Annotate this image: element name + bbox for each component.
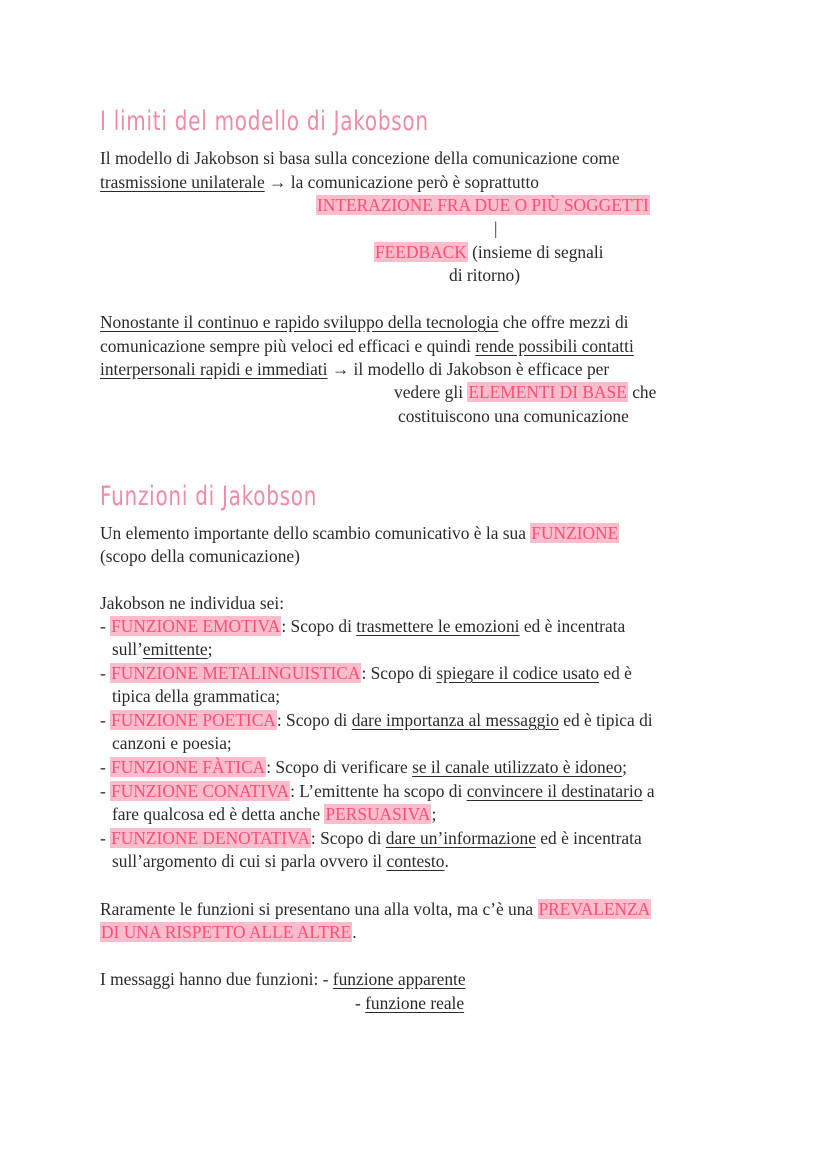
underlined-phrase: funzione reale [365, 993, 465, 1013]
list-item: - FUNZIONE METALINGUISTICA: Scopo di spiegare il codice usato ed è [100, 663, 632, 683]
highlight: FUNZIONE POETICA [111, 710, 276, 730]
list-item: - FUNZIONE CONATIVA: L’emittente ha scopo di convincere il destinatario a [100, 781, 655, 801]
text-line: costituiscono una comunicazione [398, 406, 629, 426]
underlined-phrase: trasmissione unilaterale [100, 172, 265, 192]
underlined-phrase: convincere il destinatario [466, 781, 643, 801]
underlined-phrase: emittente [142, 639, 208, 659]
list-item-continuation: tipica della grammatica; [112, 686, 281, 706]
text-line: I messaggi hanno due funzioni: - funzione apparente [100, 969, 466, 989]
highlight: FUNZIONE FÀTICA [111, 757, 266, 777]
text-line: (scopo della comunicazione) [100, 546, 300, 566]
underlined-phrase: interpersonali rapidi e immediati [100, 359, 328, 379]
text-line: di ritorno) [449, 265, 520, 285]
list-item: - FUNZIONE DENOTATIVA: Scopo di dare un’informazione ed è incentrata [100, 828, 642, 848]
text-line: comunicazione sempre più veloci ed efficaci e quindi rende possibili contatti [100, 336, 634, 356]
highlight: PREVALENZA [538, 899, 651, 919]
highlight: FUNZIONE CONATIVA [111, 781, 290, 801]
text-line: interpersonali rapidi e immediati → il modello di Jakobson è efficace per [100, 359, 610, 379]
highlight: PERSUASIVA [325, 804, 431, 824]
highlight: FUNZIONE METALINGUISTICA [111, 663, 361, 683]
text-line: - funzione reale [355, 993, 465, 1013]
underlined-phrase: trasmettere le emozioni [356, 616, 520, 636]
connector-bar: | [494, 218, 498, 238]
list-item: - FUNZIONE FÀTICA: Scopo di verificare se il canale utilizzato è idoneo; [100, 757, 627, 777]
list-item-continuation: sull’emittente; [112, 639, 213, 659]
underlined-phrase: spiegare il codice usato [436, 663, 600, 683]
text-line: Il modello di Jakobson si basa sulla concezione della comunicazione come [100, 148, 620, 168]
underlined-phrase: contesto [386, 851, 445, 871]
underlined-phrase: Nonostante il continuo e rapido sviluppo della tecnologia [100, 312, 499, 332]
section-title-limits: I limiti del modello di Jakobson [100, 106, 429, 137]
text-line: Raramente le funzioni si presentano una alla volta, ma c’è una PREVALENZA [100, 899, 651, 919]
underlined-phrase: funzione apparente [332, 969, 466, 989]
highlight: INTERAZIONE FRA DUE O PIÙ SOGGETTI [317, 195, 649, 215]
text-line: DI UNA RISPETTO ALLE ALTRE. [101, 922, 357, 942]
list-item-continuation: canzoni e poesia; [112, 733, 232, 753]
underlined-phrase: dare un’informazione [385, 828, 536, 848]
list-item: - FUNZIONE EMOTIVA: Scopo di trasmettere le emozioni ed è incentrata [100, 616, 626, 636]
highlight: DI UNA RISPETTO ALLE ALTRE [101, 922, 352, 942]
highlight: FUNZIONE EMOTIVA [111, 616, 281, 636]
underlined-phrase: dare importanza al messaggio [351, 710, 559, 730]
text-line: Nonostante il continuo e rapido sviluppo della tecnologia che offre mezzi di [100, 312, 629, 332]
text-line: vedere gli ELEMENTI DI BASE che [394, 382, 657, 402]
underlined-phrase: se il canale utilizzato è idoneo [412, 757, 623, 777]
text-line: Un elemento importante dello scambio comunicativo è la sua FUNZIONE [100, 523, 619, 543]
highlight: FUNZIONE [531, 523, 619, 543]
underlined-phrase: rende possibili contatti [475, 336, 634, 356]
section-title-functions: Funzioni di Jakobson [100, 481, 318, 512]
list-item-continuation: fare qualcosa ed è detta anche PERSUASIVA; [112, 804, 437, 824]
highlight: FEEDBACK [375, 242, 467, 262]
text-line: FEEDBACK (insieme di segnali [375, 242, 604, 262]
list-item: - FUNZIONE POETICA: Scopo di dare importanza al messaggio ed è tipica di [100, 710, 653, 730]
text-line: trasmissione unilaterale → la comunicazione però è soprattutto [100, 172, 539, 192]
highlight: FUNZIONE DENOTATIVA [111, 828, 310, 848]
highlight: ELEMENTI DI BASE [468, 382, 627, 402]
text-line: Jakobson ne individua sei: [100, 593, 285, 613]
text-line [316, 193, 650, 217]
list-item-continuation: sull’argomento di cui si parla ovvero il contesto. [112, 851, 449, 871]
